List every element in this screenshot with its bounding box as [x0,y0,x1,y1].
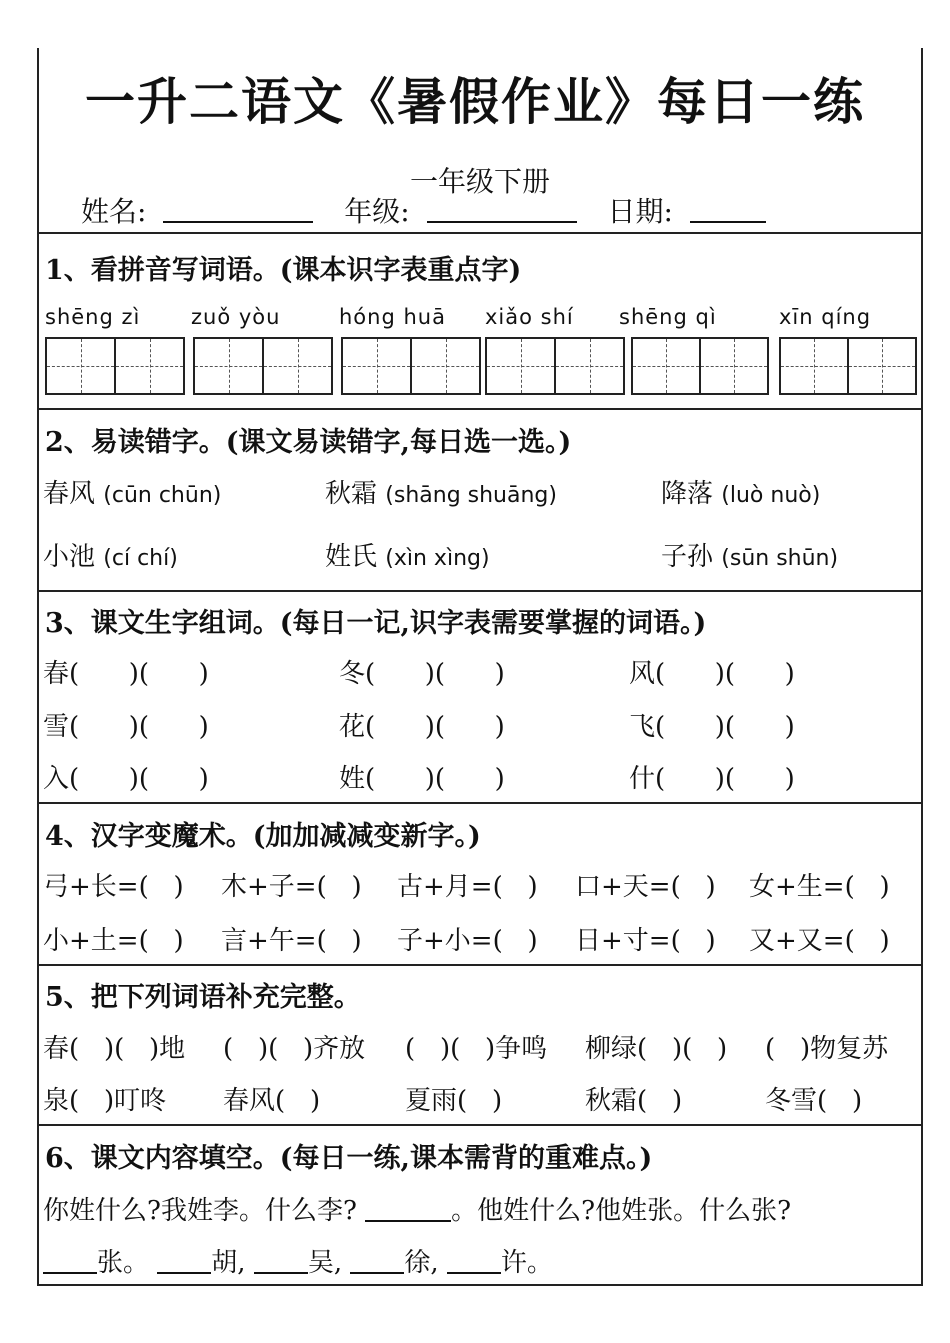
fill-blank[interactable] [157,1250,211,1274]
word-group-item[interactable]: 入( )( ) [43,764,209,794]
pinyin-label: hóng huā [339,305,446,329]
student-info-line [81,190,766,230]
word-group-item[interactable]: 花( )( ) [339,712,505,742]
char-math-item[interactable]: 又+又=( ) [749,926,890,956]
char-math-item[interactable]: 口+天=( ) [575,872,716,902]
char-math-item[interactable]: 女+生=( ) [749,872,890,902]
fill-text: 胡, [211,1248,246,1278]
word-group-item[interactable]: 风( )( ) [629,659,795,689]
writing-grid[interactable] [341,337,481,395]
idiom-item[interactable]: 春( )( )地 [43,1034,186,1064]
pinyin-label: xiǎo shí [485,305,574,329]
section3-heading: 3、课文生字组词。(每日一记,识字表需要掌握的词语。) [45,608,707,639]
section6-heading: 6、课文内容填空。(每日一练,课本需背的重难点。) [45,1143,653,1174]
divider [39,408,921,410]
char-math-item[interactable]: 日+寸=( ) [575,926,716,956]
word-group-item[interactable]: 冬( )( ) [339,659,505,689]
section1-heading: 1、看拼音写词语。(课本识字表重点字) [45,255,522,286]
section4-heading: 4、汉字变魔术。(加加减减变新字。) [45,821,481,852]
writing-grid[interactable] [45,337,185,395]
fill-text: 。他姓什么?他姓张。什么张? [451,1196,792,1226]
word-group-item[interactable]: 春( )( ) [43,659,209,689]
idiom-item[interactable]: 春风( ) [223,1086,321,1116]
writing-grid[interactable] [631,337,769,395]
word-choice: 姓氏 (xìn xìng) [325,542,490,572]
name-label: 姓名: [81,195,147,228]
writing-grid[interactable] [193,337,333,395]
pinyin-label: zuǒ yòu [191,305,281,329]
divider [39,1124,921,1126]
fill-blank[interactable] [350,1250,404,1274]
char-math-item[interactable]: 木+子=( ) [221,872,362,902]
char-math-item[interactable]: 古+月=( ) [397,872,538,902]
worksheet-subtitle: 一年级下册 [409,165,550,198]
fill-blank[interactable] [365,1198,451,1222]
fill-line-1 [43,1190,791,1227]
worksheet-frame [37,48,923,1286]
fill-text: 徐, [404,1248,439,1278]
writing-grid[interactable] [485,337,625,395]
fill-blank[interactable] [447,1250,501,1274]
char-math-item[interactable]: 小+土=( ) [43,926,184,956]
word-group-item[interactable]: 雪( )( ) [43,712,209,742]
fill-text: 许。 [500,1248,553,1278]
divider [39,232,921,234]
idiom-item[interactable]: ( )物复苏 [765,1034,889,1064]
worksheet-title: 一升二语文《暑假作业》每日一练 [85,73,865,131]
divider [39,964,921,966]
word-choice: 春风 (cūn chūn) [43,479,222,509]
date-blank[interactable] [690,195,766,223]
word-choice: 子孙 (sūn shūn) [661,542,839,572]
fill-line-2 [43,1242,553,1279]
idiom-item[interactable]: 秋霜( ) [585,1086,683,1116]
section2-heading: 2、易读错字。(课文易读错字,每日选一选。) [45,427,572,458]
word-group-item[interactable]: 飞( )( ) [629,712,795,742]
fill-blank[interactable] [254,1250,308,1274]
idiom-item[interactable]: ( )( )争鸣 [405,1034,548,1064]
pinyin-label: xīn qíng [779,305,872,329]
grade-blank[interactable] [427,195,577,223]
idiom-item[interactable]: ( )( )齐放 [223,1034,366,1064]
fill-text: 你姓什么?我姓李。什么李? [43,1196,357,1226]
idiom-item[interactable]: 冬雪( ) [765,1086,863,1116]
char-math-item[interactable]: 子+小=( ) [397,926,538,956]
name-blank[interactable] [163,195,313,223]
idiom-item[interactable]: 夏雨( ) [405,1086,503,1116]
word-choice: 降落 (luò nuò) [661,479,821,509]
fill-text: 张。 [97,1248,150,1278]
char-math-item[interactable]: 言+午=( ) [221,926,362,956]
divider [39,590,921,592]
char-math-item[interactable]: 弓+长=( ) [43,872,184,902]
writing-grid[interactable] [779,337,917,395]
idiom-item[interactable]: 泉( )叮咚 [43,1086,167,1116]
fill-text: 吴, [307,1248,343,1278]
date-label: 日期: [607,195,673,228]
word-group-item[interactable]: 姓( )( ) [339,764,505,794]
pinyin-label: shēng zì [45,305,141,329]
divider [39,802,921,804]
fill-blank[interactable] [43,1250,97,1274]
word-group-item[interactable]: 什( )( ) [629,764,795,794]
idiom-item[interactable]: 柳绿( )( ) [585,1034,728,1064]
pinyin-label: shēng qì [619,305,717,329]
grade-label: 年级: [344,195,410,228]
word-choice: 小池 (cí chí) [43,542,178,572]
word-choice: 秋霜 (shāng shuāng) [325,479,557,509]
section5-heading: 5、把下列词语补充完整。 [45,982,361,1013]
